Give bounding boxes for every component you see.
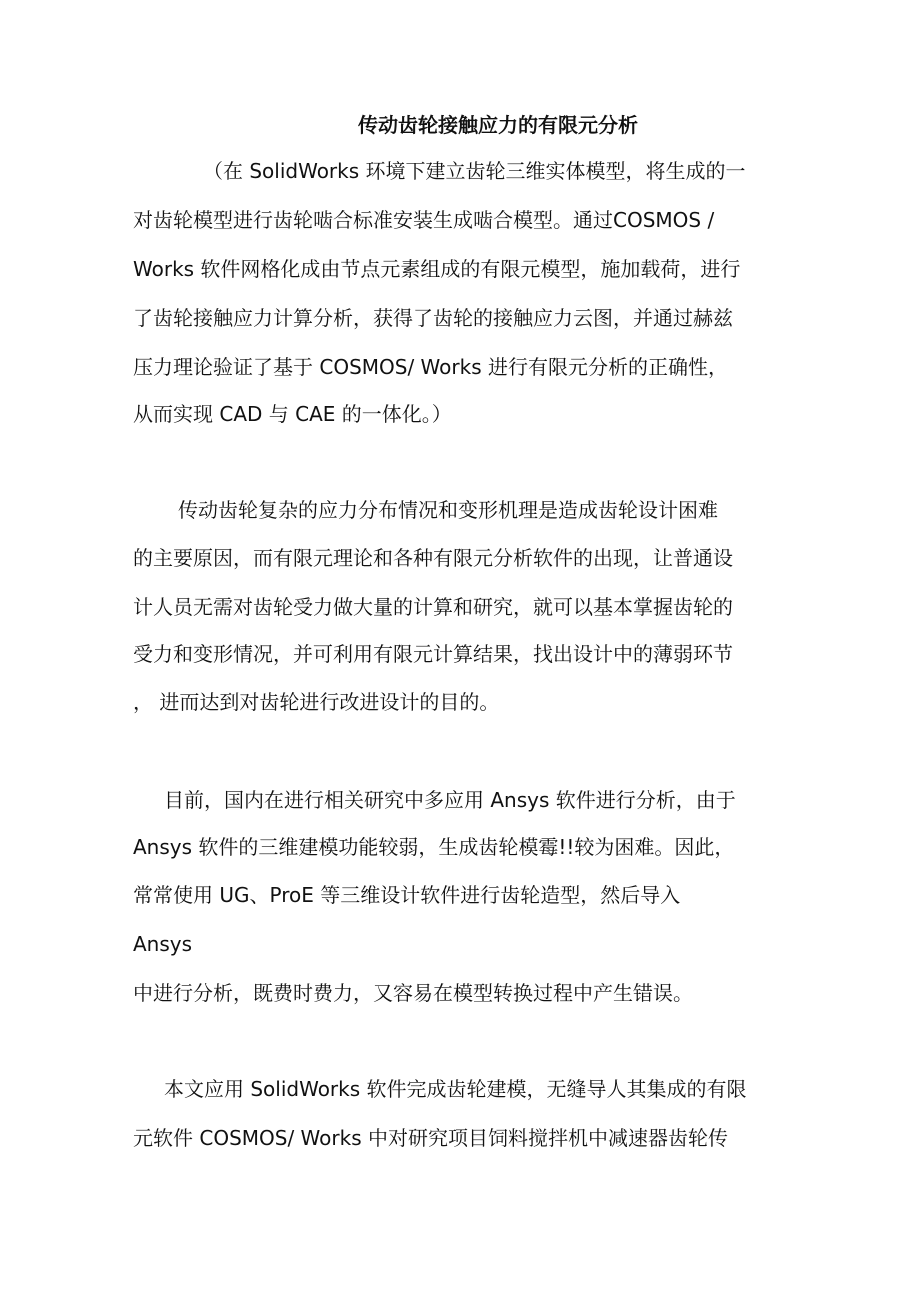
abstract-line: 压力理论验证了基于 COSMOS/ Works 进行有限元分析的正确性， [133, 355, 728, 379]
abstract-line: 从而实现 CAD 与 CAE 的一体化。） [133, 402, 452, 426]
paragraph-line: 元软件 COSMOS/ Works 中对研究项目饲料搅拌机中减速器齿轮传 [133, 1126, 728, 1150]
paragraph-line: 的主要原因，而有限元理论和各种有限元分析软件的出现，让普通设 [133, 546, 733, 570]
paragraph-line: 计人员无需对齿轮受力做大量的计算和研究，就可以基本掌握齿轮的 [133, 595, 733, 619]
paragraph-line: ， 进而达到对齿轮进行改进设计的目的。 [133, 690, 500, 714]
paragraph-line: 传动齿轮复杂的应力分布情况和变形机理是造成齿轮设计困难 [178, 498, 718, 522]
paragraph-line: 中进行分析，既费时费力，又容易在模型转换过程中产生错误。 [133, 981, 693, 1005]
document-title: 传动齿轮接触应力的有限元分析 [358, 113, 638, 137]
abstract-line: Works 软件网格化成由节点元素组成的有限元模型，施加载荷，进行 [133, 257, 741, 281]
paragraph-line: 本文应用 SolidWorks 软件完成齿轮建模，无缝导人其集成的有限 [164, 1077, 747, 1101]
paragraph-line: 常常使用 UG、ProE 等三维设计软件进行齿轮造型，然后导入 [133, 883, 681, 907]
paragraph-line: 受力和变形情况，并可利用有限元计算结果，找出设计中的薄弱环节 [133, 642, 733, 666]
abstract-line: （在 SolidWorks 环境下建立齿轮三维实体模型，将生成的一 [203, 159, 746, 183]
paragraph-line: 目前，国内在进行相关研究中多应用 Ansys 软件进行分析，由于 [164, 788, 736, 812]
abstract-line: 了齿轮接触应力计算分析，获得了齿轮的接触应力云图，并通过赫兹 [133, 306, 733, 330]
abstract-line: 对齿轮模型进行齿轮啮合标准安装生成啮合模型。通过COSMOS / [133, 208, 715, 232]
paragraph-line: Ansys [133, 932, 193, 956]
paragraph-line: Ansys 软件的三维建模功能较弱，生成齿轮模霉!!较为困难。因此， [133, 835, 735, 859]
